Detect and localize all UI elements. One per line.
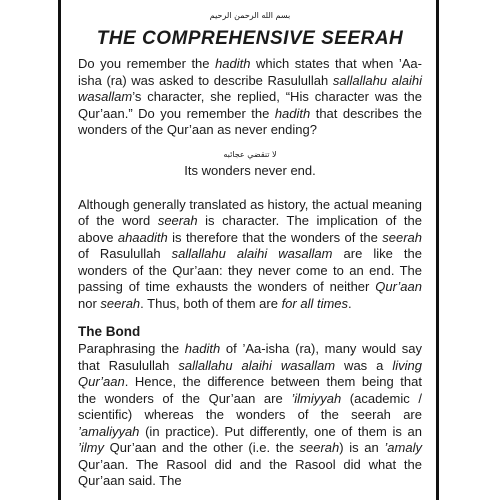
text-run: are like the wonders of the Qur’aan: they never come to an end. The passing of time exhausts the wonders of neither	[78, 246, 422, 294]
italic-term: ’amaly	[384, 440, 422, 455]
text-run: (academic / scientific) whereas the wonders of the seerah are	[78, 390, 422, 422]
italic-term: sallallahu alaihi wasallam	[178, 357, 336, 373]
text-run: .	[348, 295, 352, 311]
italic-term: for all times	[281, 295, 349, 311]
italic-term: ’amaliyyah	[78, 423, 140, 439]
text-run: of ’Aa-isha (ra), many would say that Rasulullah	[78, 341, 423, 373]
text-run: is character. The implication of the above	[78, 213, 422, 245]
text-run: Paraphrasing the	[78, 341, 185, 356]
italic-term: seerah	[299, 440, 340, 455]
italic-term: ahaadith	[117, 229, 168, 245]
arabic-quote: لا تنقضي عجائبه	[223, 149, 277, 159]
text-run: . Hence, the difference between them being that the wonders of the Qur’aan are	[78, 374, 422, 406]
section-heading-the-bond: The Bond	[78, 324, 141, 339]
document-page	[78, 10, 422, 490]
italic-term: living Qur’aan	[78, 357, 422, 389]
italic-term: seerah	[382, 229, 422, 245]
text-run: Do you remember the	[78, 56, 216, 71]
text-run: (in practice). Put differently, one of them is an	[139, 423, 422, 439]
text-run: Although generally translated as history, the actual meaning of the word	[78, 196, 422, 228]
text-run: that describes the wonders of the Qur’aan as never ending?	[78, 105, 422, 137]
paragraph-intro	[78, 56, 422, 139]
text-run: Qur’aan and the other (i.e. the	[104, 440, 300, 455]
text-run: which states that when ’Aa-isha (ra) was asked to describe Rasulullah	[78, 56, 422, 88]
text-run: Qur’aan. The Rasool did and the Rasool did what the Qur’aan said. The	[78, 456, 422, 488]
paragraph-the-bond	[78, 341, 422, 490]
text-run: ’s character, she replied, “His character was the Qur’aan.” Do you remember the	[78, 89, 422, 121]
italic-term: hadith	[215, 56, 251, 71]
text-run: nor	[78, 295, 101, 311]
italic-term: ’ilmiyyah	[291, 390, 342, 406]
text-run: of Rasulullah	[78, 246, 172, 261]
italic-term: seerah	[100, 295, 141, 311]
italic-term: hadith	[274, 105, 311, 121]
text-run: is therefore that the wonders of the	[167, 229, 383, 245]
page-title: THE COMPREHENSIVE SEERAH	[96, 28, 404, 49]
italic-term: hadith	[184, 341, 221, 356]
bismillah-text: بسم الله الرحمن الرحيم	[209, 11, 291, 20]
text-run: ) is an	[339, 440, 385, 455]
italic-term: sallallahu alaihi wasallam	[78, 72, 422, 104]
text-run: was a	[335, 357, 393, 373]
text-run: . Thus, both of them are	[140, 295, 282, 311]
italic-term: Qur’aan	[375, 279, 422, 294]
italic-term: sallallahu alaihi wasallam	[171, 246, 333, 261]
italic-term: seerah	[157, 213, 198, 228]
italic-term: ’ilmy	[78, 440, 104, 455]
quote-translation: Its wonders never end.	[184, 162, 316, 178]
paragraph-meaning	[78, 197, 422, 313]
